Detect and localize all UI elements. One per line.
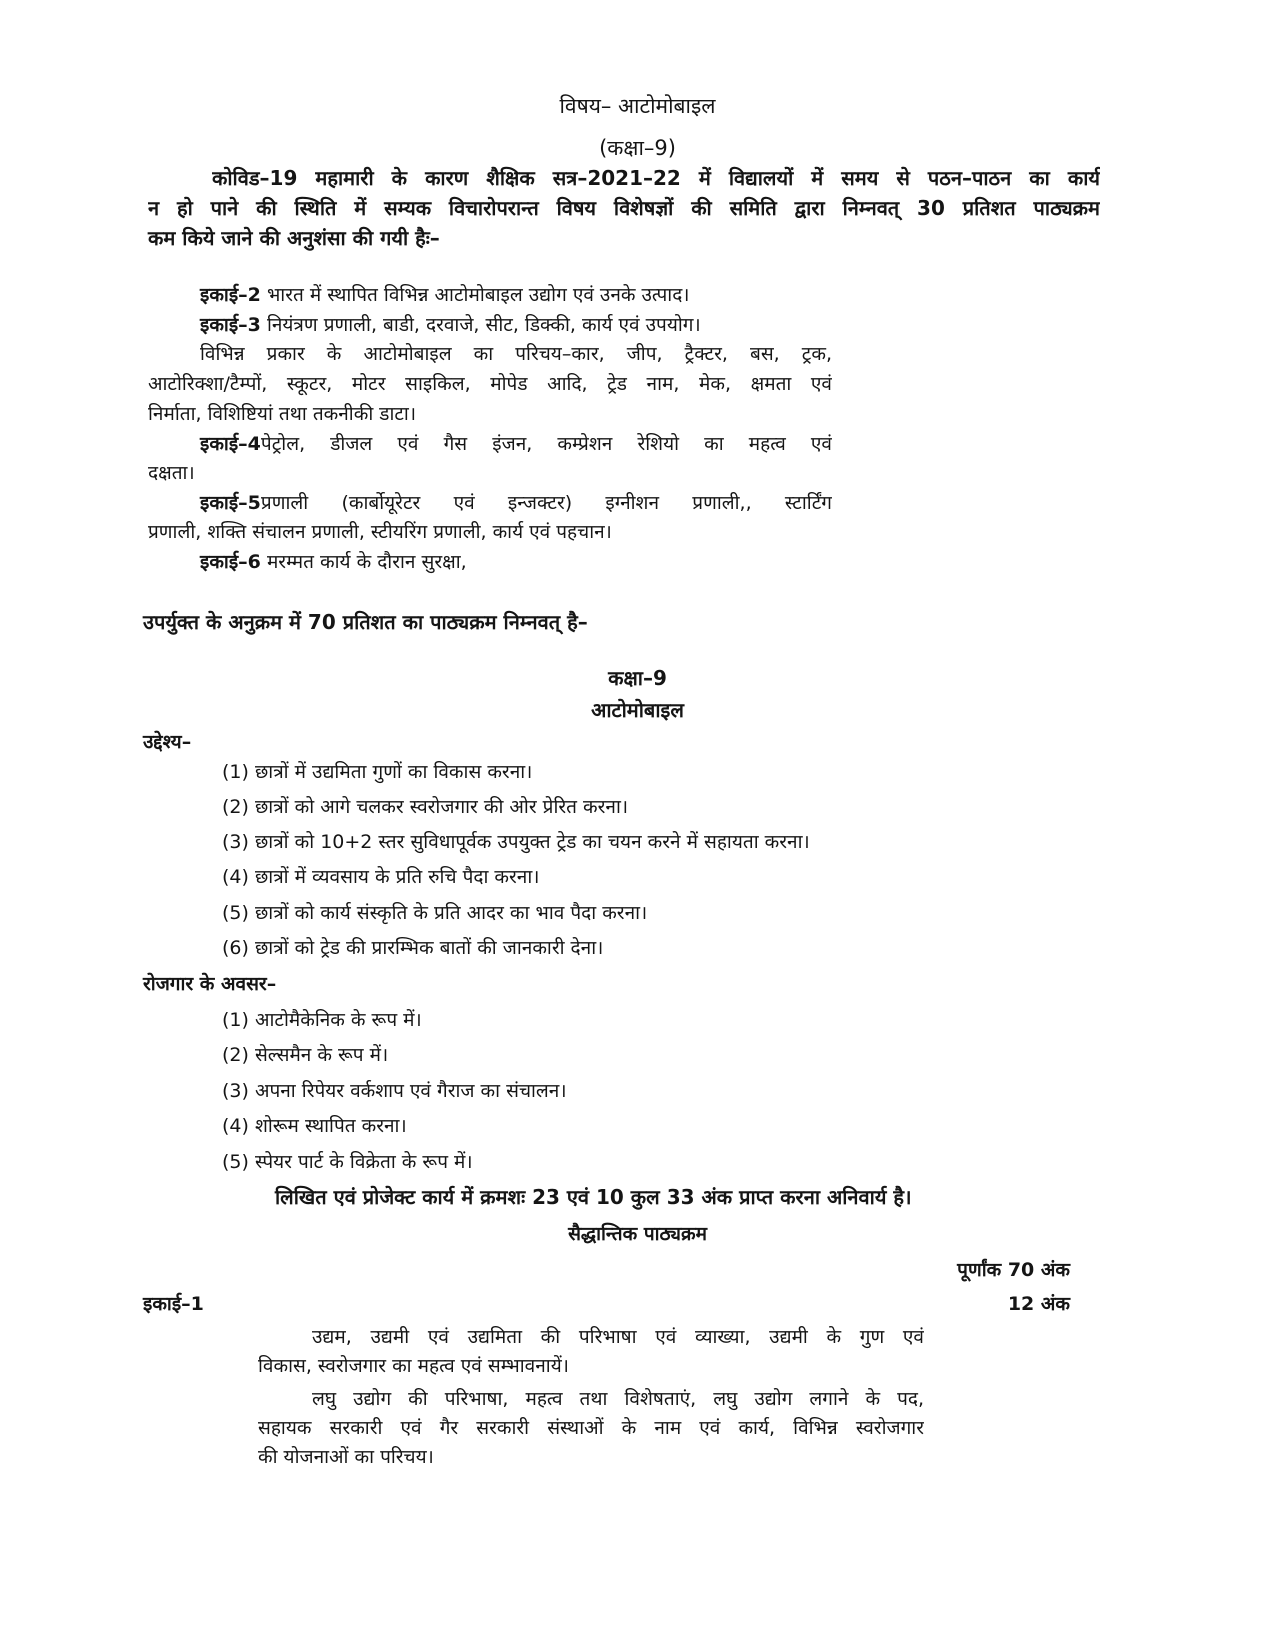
unit-1-para1-line1: उद्यम, उद्यमी एवं उद्यमिता की परिभाषा एवं व्याख्या, उद्यमी के गुण एवं: [312, 1326, 924, 1348]
unit-1-para2-line3: की योजनाओं का परिचय।: [258, 1446, 434, 1468]
employment-title: रोजगार के अवसर–: [143, 973, 277, 995]
intro-line-3: कम किये जाने की अनुशंसा की गयी हैः–: [148, 226, 440, 250]
objective-item: (5) छात्रों को कार्य संस्कृति के प्रति आदर का भाव पैदा करना।: [222, 902, 648, 924]
syllabus-class: कक्षा–9: [608, 666, 667, 690]
employment-item: (2) सेल्समैन के रूप में।: [222, 1044, 389, 1066]
reduced-unit-6: [200, 548, 467, 574]
reduced-unit-2: [200, 281, 690, 307]
seventy-percent-heading: उपर्युक्त के अनुक्रम में 70 प्रतिशत का पाठ्यक्रम निम्नवत् है–: [143, 610, 588, 634]
employment-item: (5) स्पेयर पार्ट के विक्रेता के रूप में।: [222, 1151, 473, 1173]
employment-item: (4) शोरूम स्थापित करना।: [222, 1115, 407, 1137]
unit-1-para1-line2: विकास, स्वरोजगार का महत्व एवं सम्भावनायें।: [258, 1355, 569, 1377]
objectives-title: उद्देश्य–: [143, 731, 192, 753]
reduced-unit-4: [200, 430, 832, 456]
unit-text: प्रणाली (कार्बोयूरेटर एवं इन्जक्टर) इग्नीशन प्रणाली,, स्टार्टिंग: [260, 492, 832, 514]
unit-1-para2-line2: सहायक सरकारी एवं गैर सरकारी संस्थाओं के नाम एवं कार्य, विभिन्न स्वरोजगार: [258, 1417, 924, 1439]
employment-item: (1) आटोमैकेनिक के रूप में।: [222, 1009, 422, 1031]
objective-item: (2) छात्रों को आगे चलकर स्वरोजगार की ओर प्रेरित करना।: [222, 796, 629, 818]
reduced-unit-3: [200, 311, 701, 337]
objective-item: (4) छात्रों में व्यवसाय के प्रति रुचि पैदा करना।: [222, 866, 540, 888]
full-marks: पूर्णांक 70 अंक: [957, 1259, 1070, 1281]
unit-text: पेट्रोल, डीजल एवं गैस इंजन, कम्प्रेशन रेशियो का महत्व एवं: [260, 433, 832, 455]
employment-item: (3) अपना रिपेयर वर्कशाप एवं गैराज का संचालन।: [222, 1080, 567, 1102]
class-heading: (कक्षा–9): [599, 136, 676, 160]
unit-label: इकाई–5: [200, 492, 261, 514]
unit-text: भारत में स्थापित विभिन्न आटोमोबाइल उद्योग एवं उनके उत्पाद।: [260, 284, 690, 306]
unit-1-label: इकाई–1: [143, 1293, 204, 1315]
unit-text: मरम्मत कार्य के दौरान सुरक्षा,: [260, 551, 467, 573]
unit-label: इकाई–3: [200, 314, 261, 336]
types-line-3: निर्माता, विशिष्टियां तथा तकनीकी डाटा।: [148, 403, 417, 425]
unit-1-para2-line1: लघु उद्योग की परिभाषा, महत्व तथा विशेषताएं, लघु उद्योग लगाने के पद,: [312, 1388, 924, 1410]
unit-text: नियंत्रण प्रणाली, बाडी, दरवाजे, सीट, डिक्की, कार्य एवं उपयोग।: [260, 314, 701, 336]
reduced-unit-5: [200, 489, 832, 515]
intro-line-1: कोविड–19 महामारी के कारण शैक्षिक सत्र–2021–22 में विद्यालयों में समय से पठन–पाठन का कार्य: [212, 166, 1100, 190]
syllabus-subject: आटोमोबाइल: [591, 698, 684, 722]
unit-label: इकाई–2: [200, 284, 261, 306]
objective-item: (6) छात्रों को ट्रेड की प्रारम्भिक बातों की जानकारी देना।: [222, 937, 604, 959]
theory-syllabus-title: सैद्धान्तिक पाठ्यक्रम: [568, 1223, 707, 1245]
types-line-2: आटोरिक्शा/टैम्पों, स्कूटर, मोटर साइकिल, मोपेड आदि, ट्रेड नाम, मेक, क्षमता एवं: [148, 373, 832, 395]
subject-heading: विषय– आटोमोबाइल: [559, 94, 716, 118]
objective-item: (1) छात्रों में उद्यमिता गुणों का विकास करना।: [222, 761, 533, 783]
reduced-unit-4-cont: दक्षता।: [148, 462, 195, 484]
types-line-1: विभिन्न प्रकार के आटोमोबाइल का परिचय–कार, जीप, ट्रैक्टर, बस, ट्रक,: [200, 343, 832, 365]
unit-label: इकाई–4: [200, 433, 261, 455]
unit-label: इकाई–6: [200, 551, 261, 573]
intro-line-2: न हो पाने की स्थिति में सम्यक विचारोपरान्त विषय विशेषज्ञों की समिति द्वारा निम्नवत् 30 प्रतिशत पाठ्यक्रम: [148, 196, 1100, 220]
unit-1-marks: 12 अंक: [1007, 1293, 1070, 1315]
passing-note: लिखित एवं प्रोजेक्ट कार्य में क्रमशः 23 एवं 10 कुल 33 अंक प्राप्त करना अनिवार्य है।: [275, 1185, 912, 1209]
reduced-unit-5-cont: प्रणाली, शक्ति संचालन प्रणाली, स्टीयरिंग प्रणाली, कार्य एवं पहचान।: [148, 521, 612, 543]
objective-item: (3) छात्रों को 10+2 स्तर सुविधापूर्वक उपयुक्त ट्रेड का चयन करने में सहायता करना।: [222, 831, 810, 853]
